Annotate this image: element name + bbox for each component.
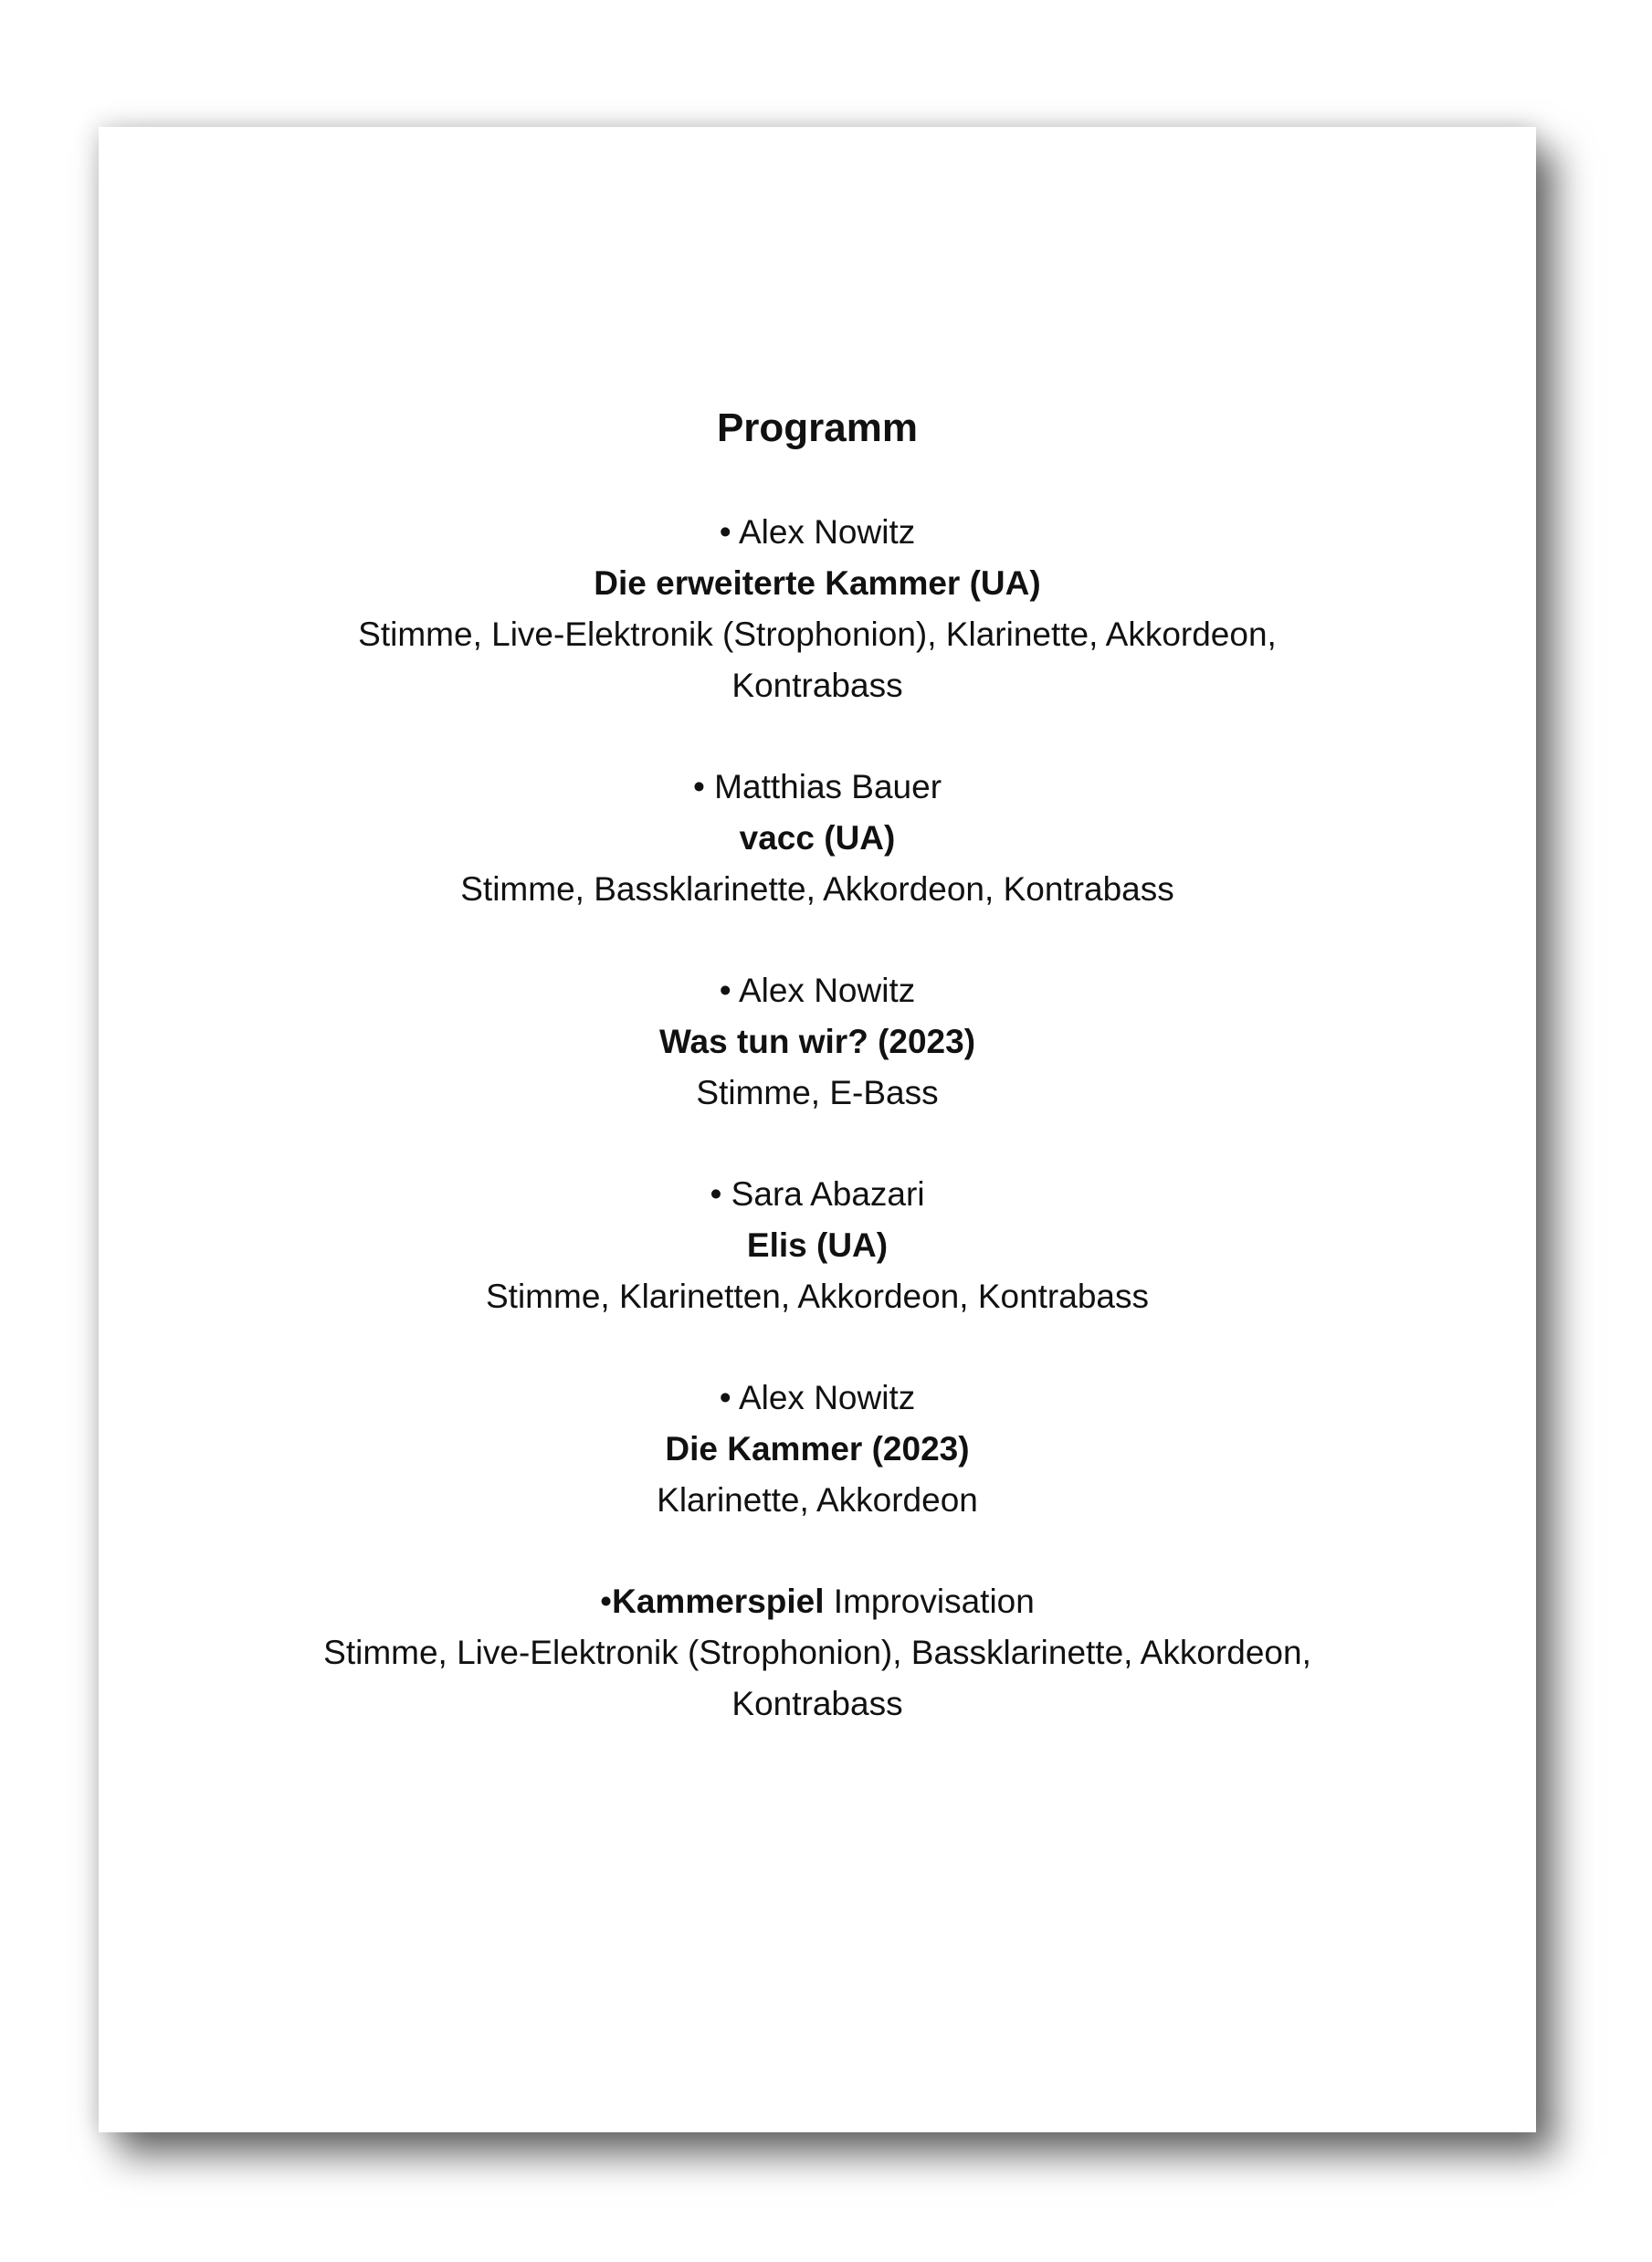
instrumentation: Stimme, Klarinetten, Akkordeon, Kontrabass	[486, 1278, 1149, 1315]
instrumentation: Stimme, E-Bass	[696, 1074, 939, 1111]
program-content	[99, 401, 1536, 1780]
composer-name: • Alex Nowitz	[719, 513, 916, 551]
program-entry	[99, 1169, 1536, 1322]
bullet-mark: •	[600, 1583, 613, 1620]
final-program-entry	[99, 1576, 1536, 1730]
final-entry-heading	[99, 1576, 1536, 1627]
program-entry	[99, 1373, 1536, 1526]
instrumentation: Stimme, Bassklarinette, Akkordeon, Kontrabass	[460, 870, 1174, 908]
composer-name: • Alex Nowitz	[719, 972, 916, 1009]
work-title: Die erweiterte Kammer (UA)	[594, 564, 1041, 602]
page-title: Programm	[716, 405, 919, 450]
program-page	[99, 127, 1536, 2132]
kammerspiel-label: Kammerspiel	[612, 1583, 825, 1620]
instrumentation: Klarinette, Akkordeon	[657, 1481, 978, 1519]
work-title: Elis (UA)	[746, 1226, 889, 1264]
composer-name: • Alex Nowitz	[719, 1379, 916, 1416]
work-title: Was tun wir? (2023)	[658, 1023, 976, 1060]
improvisation-label: Improvisation	[824, 1583, 1035, 1620]
composer-name: • Sara Abazari	[710, 1175, 925, 1213]
work-title: Die Kammer (2023)	[665, 1430, 970, 1468]
program-entry	[99, 762, 1536, 915]
program-entry	[99, 507, 1536, 711]
composer-name: • Matthias Bauer	[692, 768, 942, 805]
instrumentation: Stimme, Live-Elektronik (Strophonion), Klarinette, Akkordeon, Kontrabass	[358, 615, 1277, 704]
instrumentation: Stimme, Live-Elektronik (Strophonion), Bassklarinette, Akkordeon, Kontrabass	[323, 1634, 1311, 1722]
program-entry	[99, 965, 1536, 1119]
work-title: vacc (UA)	[739, 819, 896, 857]
